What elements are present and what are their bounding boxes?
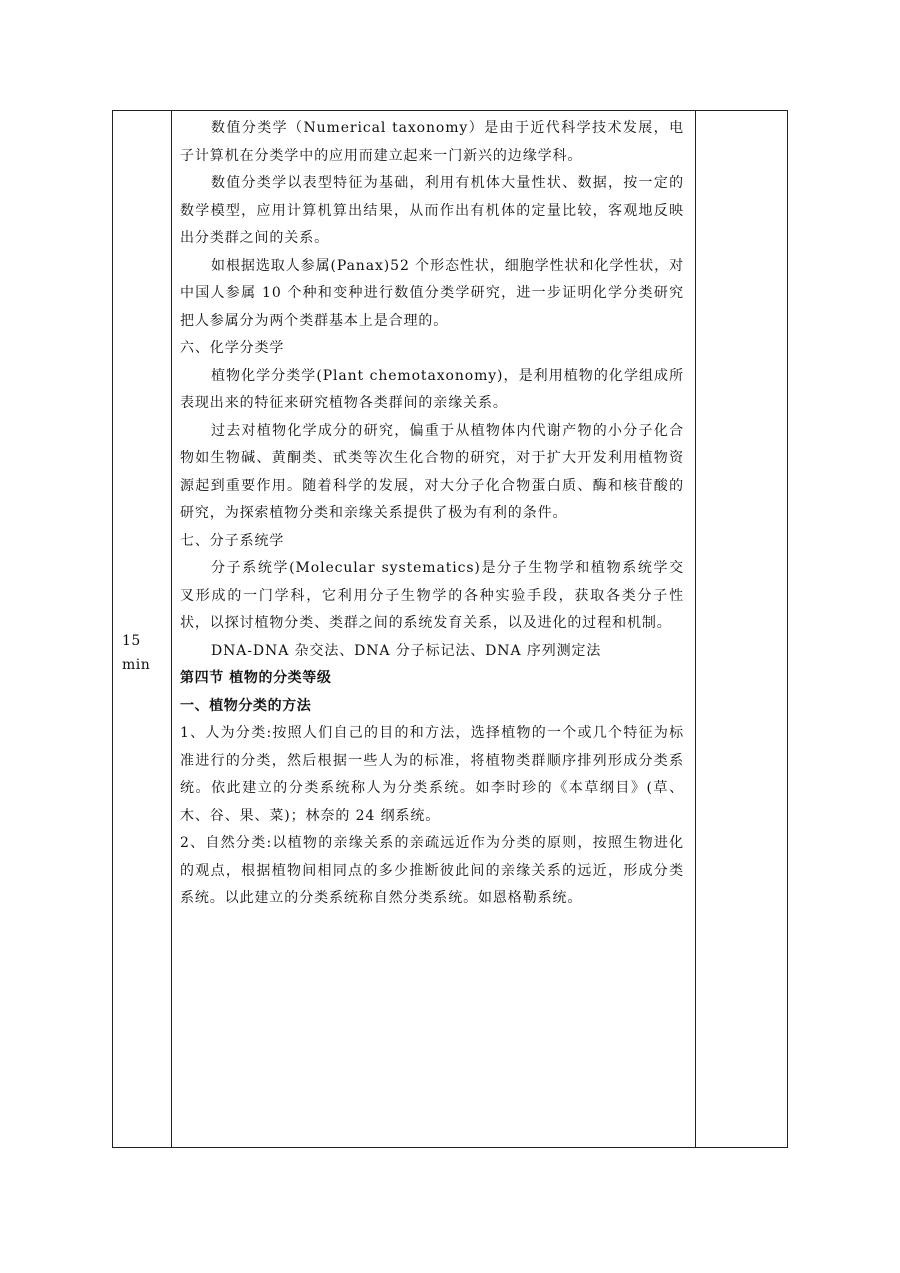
content-column — [172, 111, 696, 1147]
paragraph-numerical-taxonomy-basis: 数值分类学以表型特征为基础，利用有机体大量性状、数据，按一定的数学模型，应用计算机算出结果，从而作出有机体的定量比较，客观地反映出分类群之间的关系。 — [180, 175, 684, 246]
paragraph-chemical-research: 过去对植物化学成分的研究，偏重于从植物体内代谢产物的小分子化合物如生物碱、黄酮类、甙类等次生化合物的研究，对于扩大开发利用植物资源起到重要作用。随着科学的发展，对大分子化合物蛋白质、酶和核苷酸的研究，为探索植物分类和亲缘关系提供了极为有利的条件。 — [180, 422, 684, 521]
paragraph-chemotaxonomy-definition: 植物化学分类学(Plant chemotaxonomy)，是利用植物的化学组成所表现出来的特征来研究植物各类群间的亲缘关系。 — [180, 367, 684, 411]
paragraph-molecular-systematics-definition: 分子系统学(Molecular systematics)是分子生物学和植物系统学交叉形成的一门学科，它利用分子生物学的各种实验手段，获取各类分子性状，以探讨植物分类、类群之间的系统发育关系，以及进化的过程和机制。 — [180, 560, 684, 631]
paragraph-panax-example: 如根据选取人参属(Panax)52 个形态性状，细胞学性状和化学性状，对中国人参属 10 个种和变种进行数值分类学研究，进一步证明化学分类研究把人参属分为两个类群基本上是合理的。 — [180, 257, 684, 329]
heading-chemotaxonomy: 六、化学分类学 — [180, 340, 285, 356]
paragraph-numerical-taxonomy-intro: 数值分类学（Numerical taxonomy）是由于近代科学技术发展，电子计算机在分类学中的应用而建立起来一门新兴的边缘学科。 — [180, 120, 684, 164]
heading-molecular-systematics: 七、分子系统学 — [180, 532, 285, 549]
time-value: 15 — [122, 633, 141, 649]
lesson-plan-table — [112, 110, 788, 1148]
paragraph-dna-methods: DNA-DNA 杂交法、DNA 分子标记法、DNA 序列测定法 — [211, 642, 602, 659]
subheading-classification-methods: 一、植物分类的方法 — [180, 697, 312, 714]
section-heading-classification-ranks: 第四节 植物的分类等级 — [180, 670, 332, 686]
time-allocation — [122, 629, 150, 677]
paragraph-natural-classification: 2、自然分类:以植物的亲缘关系的亲疏远近作为分类的原则，按照生物进化的观点，根据植物间相同点的多少推断彼此间的亲缘关系的远近，形成分类系统。以此建立的分类系统称自然分类系统。如恩格勒系统。 — [180, 835, 684, 906]
paragraph-artificial-classification: 1、人为分类:按照人们自己的目的和方法，选择植物的一个或几个特征为标准进行的分类，然后根据一些人为的标准，将植物类群顺序排列形成分类系统。依此建立的分类系统称人为分类系统。如李时珍的《本草纲目》(草、木、谷、果、菜)；林奈的 24 纲系统。 — [180, 725, 684, 824]
notes-column — [695, 111, 787, 1147]
time-unit: min — [122, 657, 151, 673]
time-column — [113, 111, 172, 1147]
